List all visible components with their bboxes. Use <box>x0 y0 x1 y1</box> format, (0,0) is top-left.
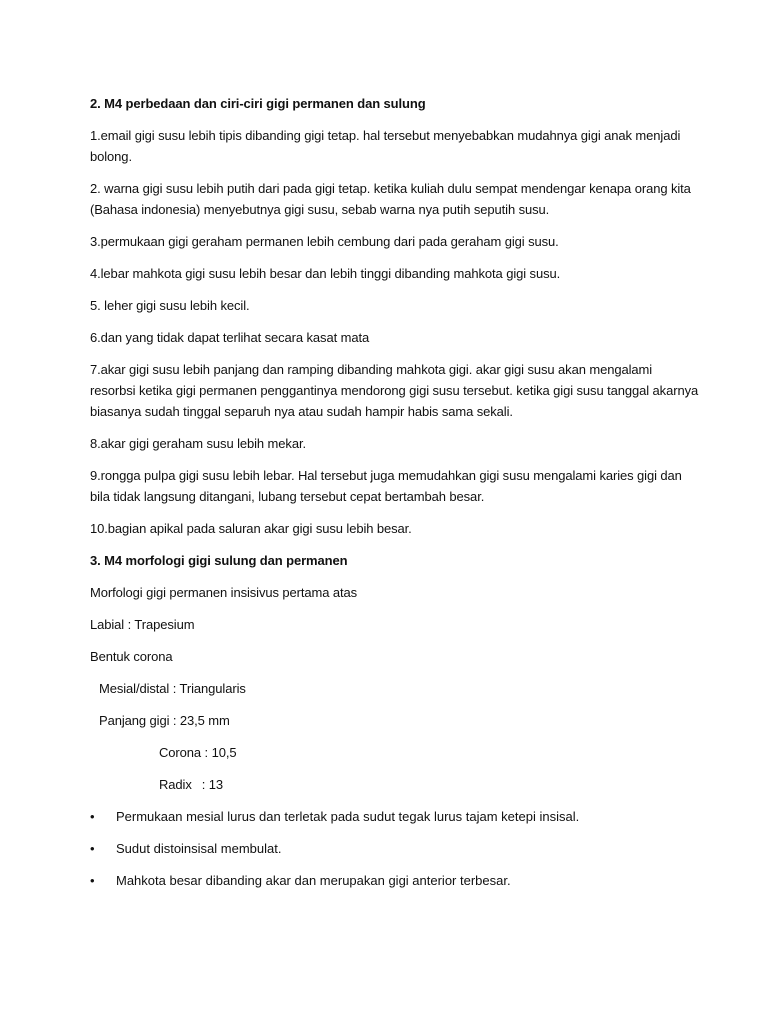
section-3-heading: 3. M4 morfologi gigi sulung dan permanen <box>90 553 348 568</box>
document-page <box>90 93 700 902</box>
bullet-icon: • <box>90 809 95 824</box>
bullet-icon: • <box>90 873 95 888</box>
difference-item-1: 1.email gigi susu lebih tipis dibanding gigi tetap. hal tersebut menyebabkan mudahnya gigi anak menjadi bolong. <box>90 128 681 164</box>
difference-item-9: 9.rongga pulpa gigi susu lebih lebar. Hal tersebut juga memudahkan gigi susu mengalami karies gigi dan bila tidak langsung ditangani, lubang tersebut cepat bertambah besar. <box>90 468 682 504</box>
labial-line: Labial : Trapesium <box>90 617 195 632</box>
mesial-distal-line: Mesial/distal : Triangularis <box>99 681 246 696</box>
difference-item-10: 10.bagian apikal pada saluran akar gigi susu lebih besar. <box>90 521 412 536</box>
radix-label: Radix <box>159 777 192 792</box>
list-item <box>90 806 700 827</box>
radix-line <box>90 774 700 795</box>
list-item <box>90 838 700 859</box>
difference-item-6: 6.dan yang tidak dapat terlihat secara kasat mata <box>90 330 370 345</box>
bullet-text: Permukaan mesial lurus dan terletak pada sudut tegak lurus tajam ketepi insisal. <box>116 809 580 824</box>
difference-item-8: 8.akar gigi geraham susu lebih mekar. <box>90 436 306 451</box>
corona-line: Corona : 10,5 <box>159 745 237 760</box>
list-item <box>90 870 700 891</box>
morphology-title: Morfologi gigi permanen insisivus pertama atas <box>90 585 358 600</box>
radix-value: : 13 <box>201 777 224 792</box>
bullet-text: Mahkota besar dibanding akar dan merupakan gigi anterior terbesar. <box>116 873 511 888</box>
bentuk-corona-line: Bentuk corona <box>90 649 173 664</box>
difference-item-7: 7.akar gigi susu lebih panjang dan ramping dibanding mahkota gigi. akar gigi susu akan mengalami resorbsi ketika gigi permanen penggantinya mendorong gigi susu tersebut. ketika gigi susu tanggal akarnya biasanya sudah tinggal separuh nya atau sudah hampir habis sama sekali. <box>90 362 699 419</box>
difference-item-4: 4.lebar mahkota gigi susu lebih besar dan lebih tinggi dibanding mahkota gigi susu. <box>90 266 561 281</box>
difference-item-5: 5. leher gigi susu lebih kecil. <box>90 298 250 313</box>
bullet-list <box>90 806 700 891</box>
panjang-gigi-line: Panjang gigi : 23,5 mm <box>99 713 230 728</box>
section-2-heading: 2. M4 perbedaan dan ciri-ciri gigi permanen dan sulung <box>90 96 426 111</box>
bullet-text: Sudut distoinsisal membulat. <box>116 841 282 856</box>
bullet-icon: • <box>90 841 95 856</box>
difference-item-2: 2. warna gigi susu lebih putih dari pada gigi tetap. ketika kuliah dulu sempat mendengar kenapa orang kita (Bahasa indonesia) menyebutnya gigi susu, sebab warna nya putih seputih susu. <box>90 181 691 217</box>
difference-item-3: 3.permukaan gigi geraham permanen lebih cembung dari pada geraham gigi susu. <box>90 234 559 249</box>
